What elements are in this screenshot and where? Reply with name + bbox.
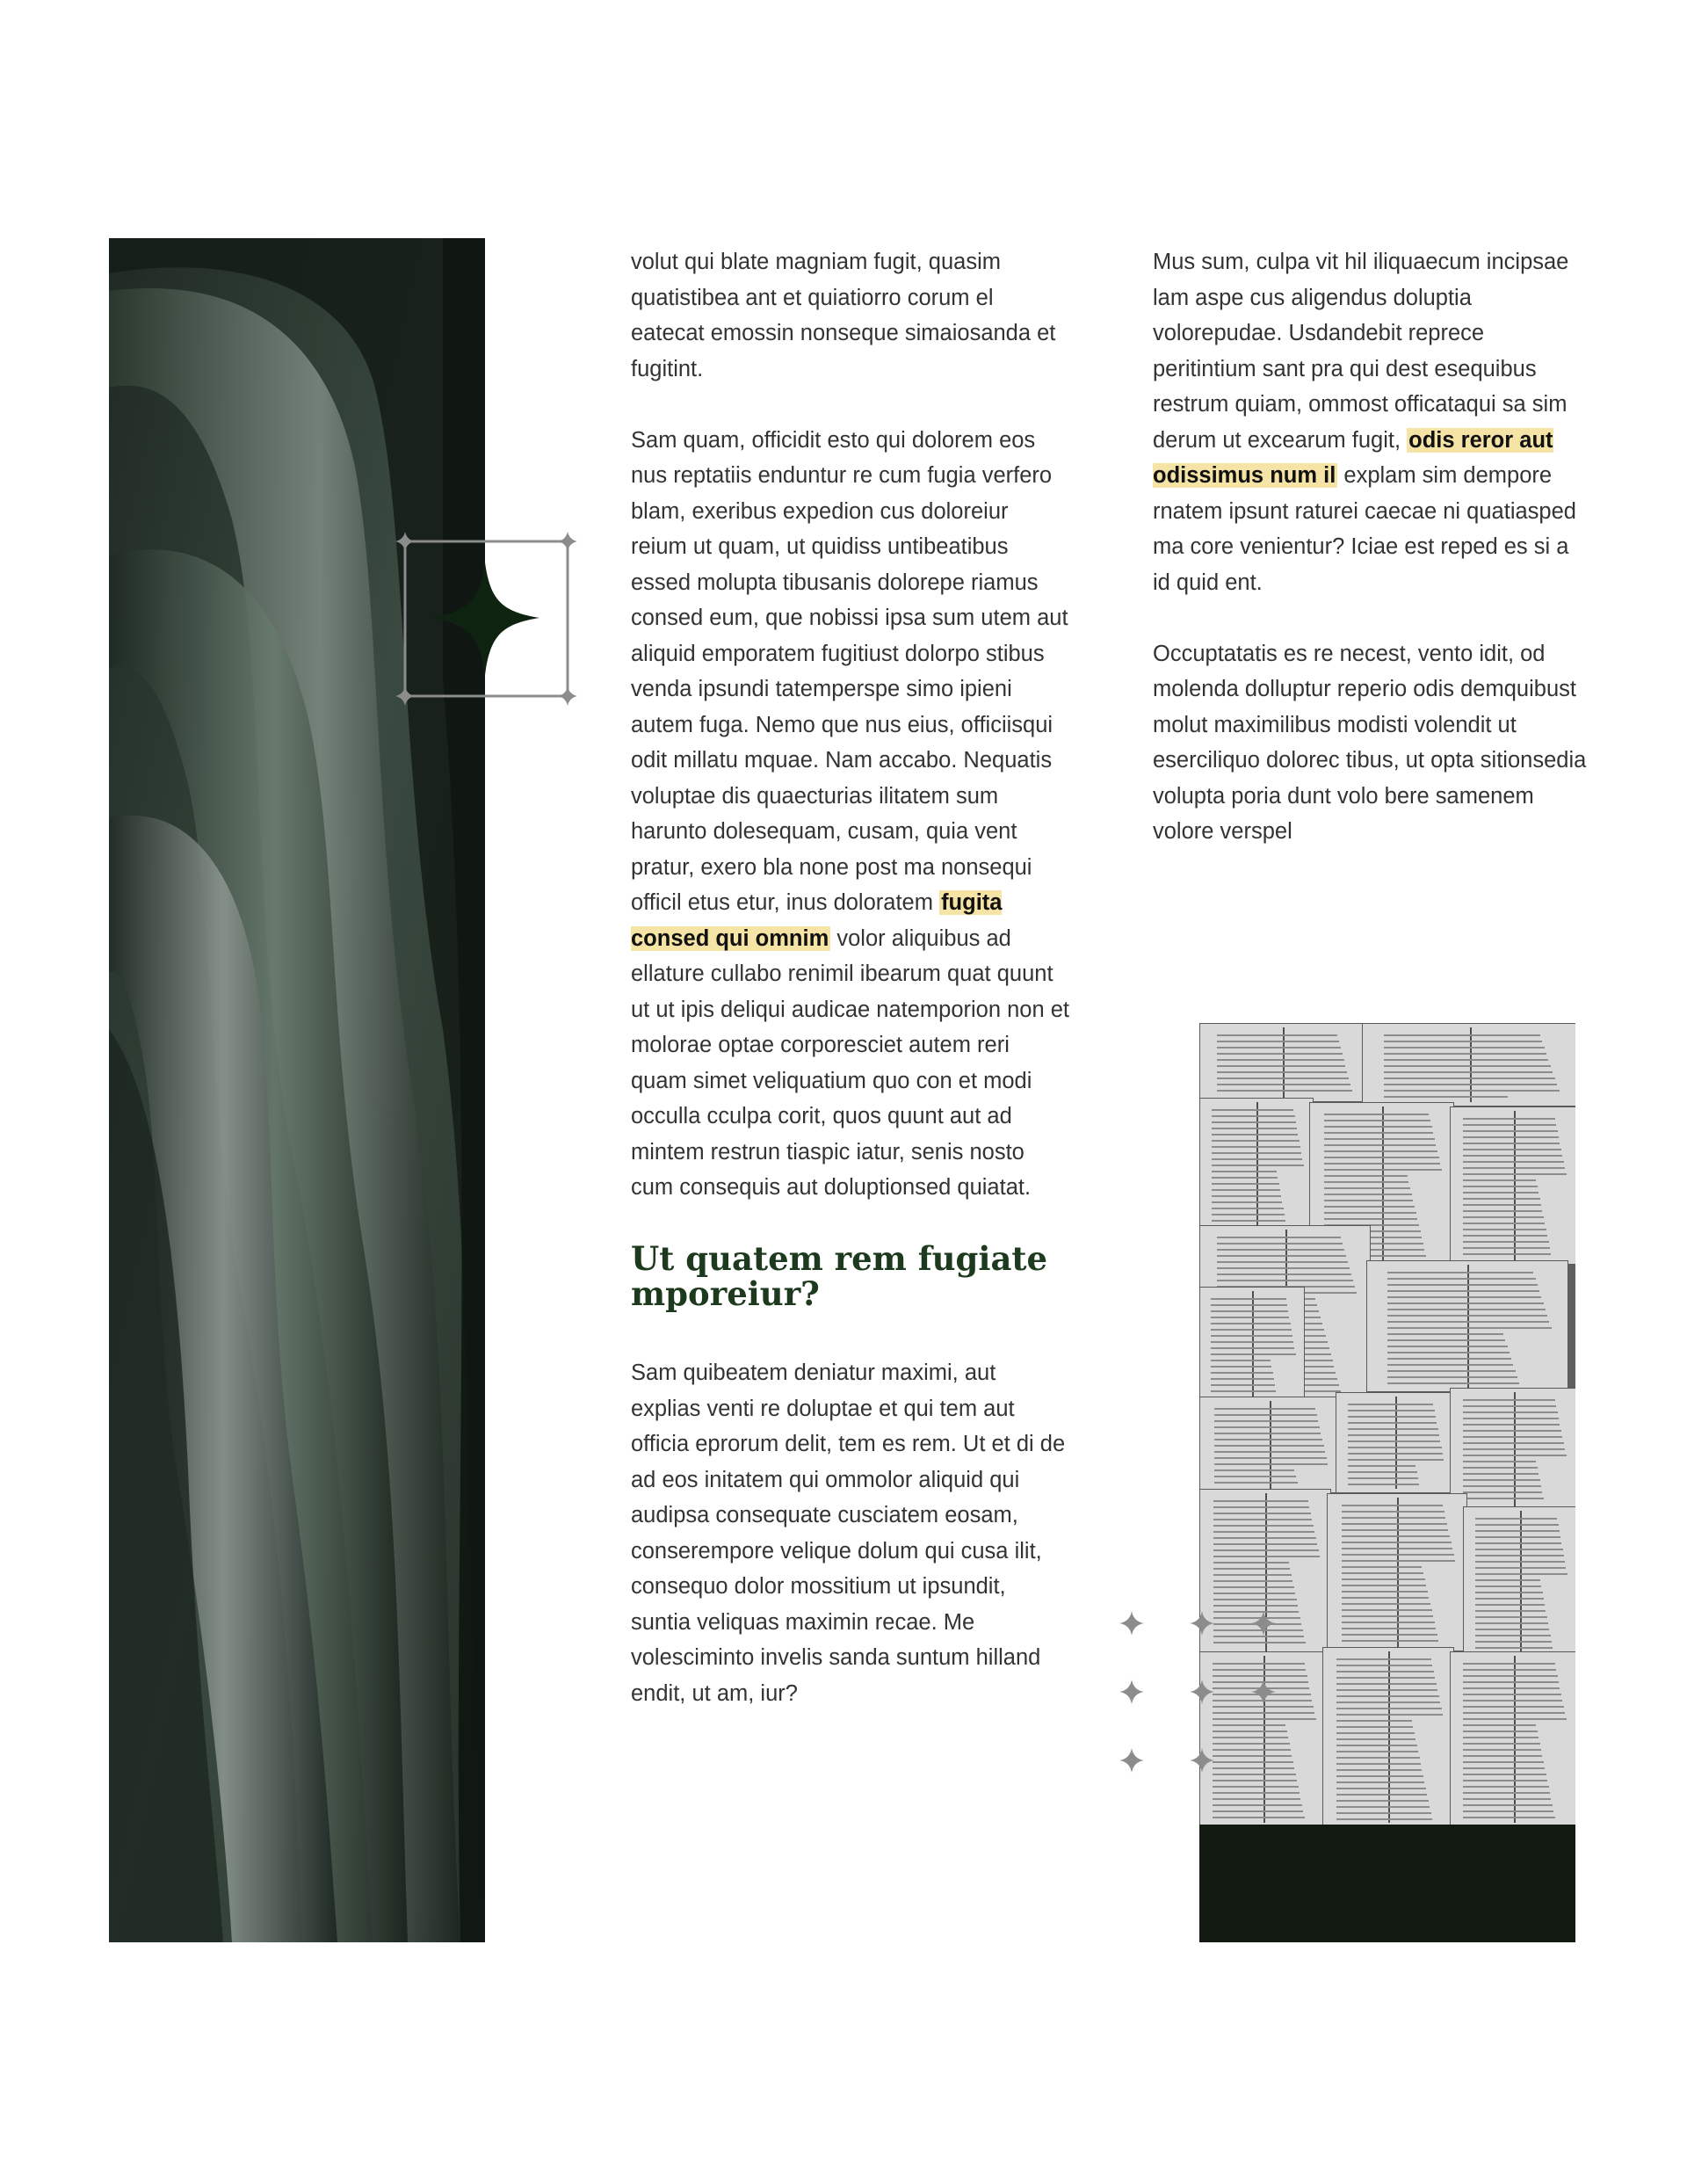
sparkle-icon xyxy=(1190,1611,1214,1636)
sparkle-grid-icon xyxy=(1114,1601,1281,1777)
four-point-star-frame-icon xyxy=(392,526,585,710)
paragraph-text: explam sim dempore rnatem ipsunt raturei caecae ni quatiasped ma core venientur? Iciae est reped es si a id quid ent. xyxy=(1153,463,1576,595)
book-page xyxy=(1450,1107,1575,1265)
book-page xyxy=(1366,1260,1568,1392)
book-page xyxy=(1450,1388,1575,1511)
sparkle-icon xyxy=(1251,1611,1276,1636)
abstract-green-image xyxy=(109,238,485,1942)
books-photo xyxy=(1199,1023,1575,1942)
sparkle-icon xyxy=(1190,1748,1214,1773)
paragraph xyxy=(631,423,1070,1206)
paragraph: volut qui blate magniam fugit, quasim quatistibea ant et quiatiorro corum el eatecat emossin nonseque simaiosanda et fugitint. xyxy=(631,250,1056,381)
book-page xyxy=(1327,1493,1467,1651)
book-page xyxy=(1199,1397,1340,1493)
sparkle-icon xyxy=(1119,1748,1144,1773)
paragraph: Occuptatatis es re necest, vento idit, od molenda dolluptur reperio odis demquibust molut maximilibus modisti volendit ut eserciliquo dolorec tibus, ut opta sitionsedia volupta poria dunt volo bere samenem volore verspel xyxy=(1153,641,1587,844)
sparkle-icon xyxy=(1119,1680,1144,1704)
paragraph: Sam quibeatem deniatur maximi, aut explias venti re doluptae et qui tem aut officia eprorum delit, tem es rem. Ut et di de ad eos initatem qui ommolor aliquid qui audipsa consequate cusciatem eosam, conserempore velique dolum qui cusa ilit, consequo dolor mossitium ut ipsundit, suntia veliquas maximin recae. Me volesciminto invelis sanda suntum hilland endit, ut am, iur? xyxy=(631,1360,1066,1706)
paragraph-text: Sam quam, officidit esto qui dolorem eos nus reptatiis enduntur re cum fugia verfero blam, exeribus expedion cus doloreiur reium ut quam, ut quidiss untibeatibus essed molupta tibusanis dolorepe riamus consed eum, que nobissi ipsa sum utem aut aliquid emporatem fugitiust dolorpo stibus venda ipsundi tatemperspe simo ipieni autem fuga. Nemo que nus eius, officiisqui odit millatu mquae. Nam accabo. Nequatis voluptae dis quaecturias ilitatem sum harunto dolesequam, cusam, quia vent pratur, exero bla none post ma nonsequi officil etus etur, inus doloratem xyxy=(631,427,1068,915)
paragraph xyxy=(1153,244,1592,600)
section-heading: Ut quatem rem fugiate mporeiur? xyxy=(631,1239,1048,1313)
paragraph-text: Mus sum, culpa vit hil iliquaecum incipsae lam aspe cus aligendus doluptia volorepudae. Usdandebit reprece peritintium sant pra qui dest esequibus restrum quiam, ommost officataqui sa sim derum ut excearum fugit, xyxy=(1153,250,1569,453)
sparkle-icon xyxy=(1251,1680,1276,1704)
dark-footer-block xyxy=(1199,1825,1575,1942)
paragraph-text: volor aliquibus ad ellature cullabo renimil ibearum quat quunt ut ut ipis deliqui audicae natemporion non et molorae optae corporesciet autem reri quam simet veliquatium quo con et modi occulla cculpa corit, quos quunt aut ad mintem restrun tiaspic iatur, senis nosto cum consequis aut doluptionsed quiatat. xyxy=(631,925,1070,1200)
highlighted-text: odis reror aut odissimus num il xyxy=(1153,427,1553,488)
text-column-right xyxy=(1153,244,1592,885)
book-page xyxy=(1463,1506,1575,1656)
text-column-left xyxy=(631,244,1070,1747)
book-page xyxy=(1322,1647,1454,1825)
book-page xyxy=(1199,1023,1366,1102)
book-page xyxy=(1336,1392,1454,1493)
book-page xyxy=(1450,1651,1575,1825)
highlighted-text: fugita consed qui omnim xyxy=(631,890,1003,951)
book-page xyxy=(1362,1023,1575,1107)
sparkle-icon xyxy=(1190,1680,1214,1704)
sparkle-icon xyxy=(1119,1611,1144,1636)
